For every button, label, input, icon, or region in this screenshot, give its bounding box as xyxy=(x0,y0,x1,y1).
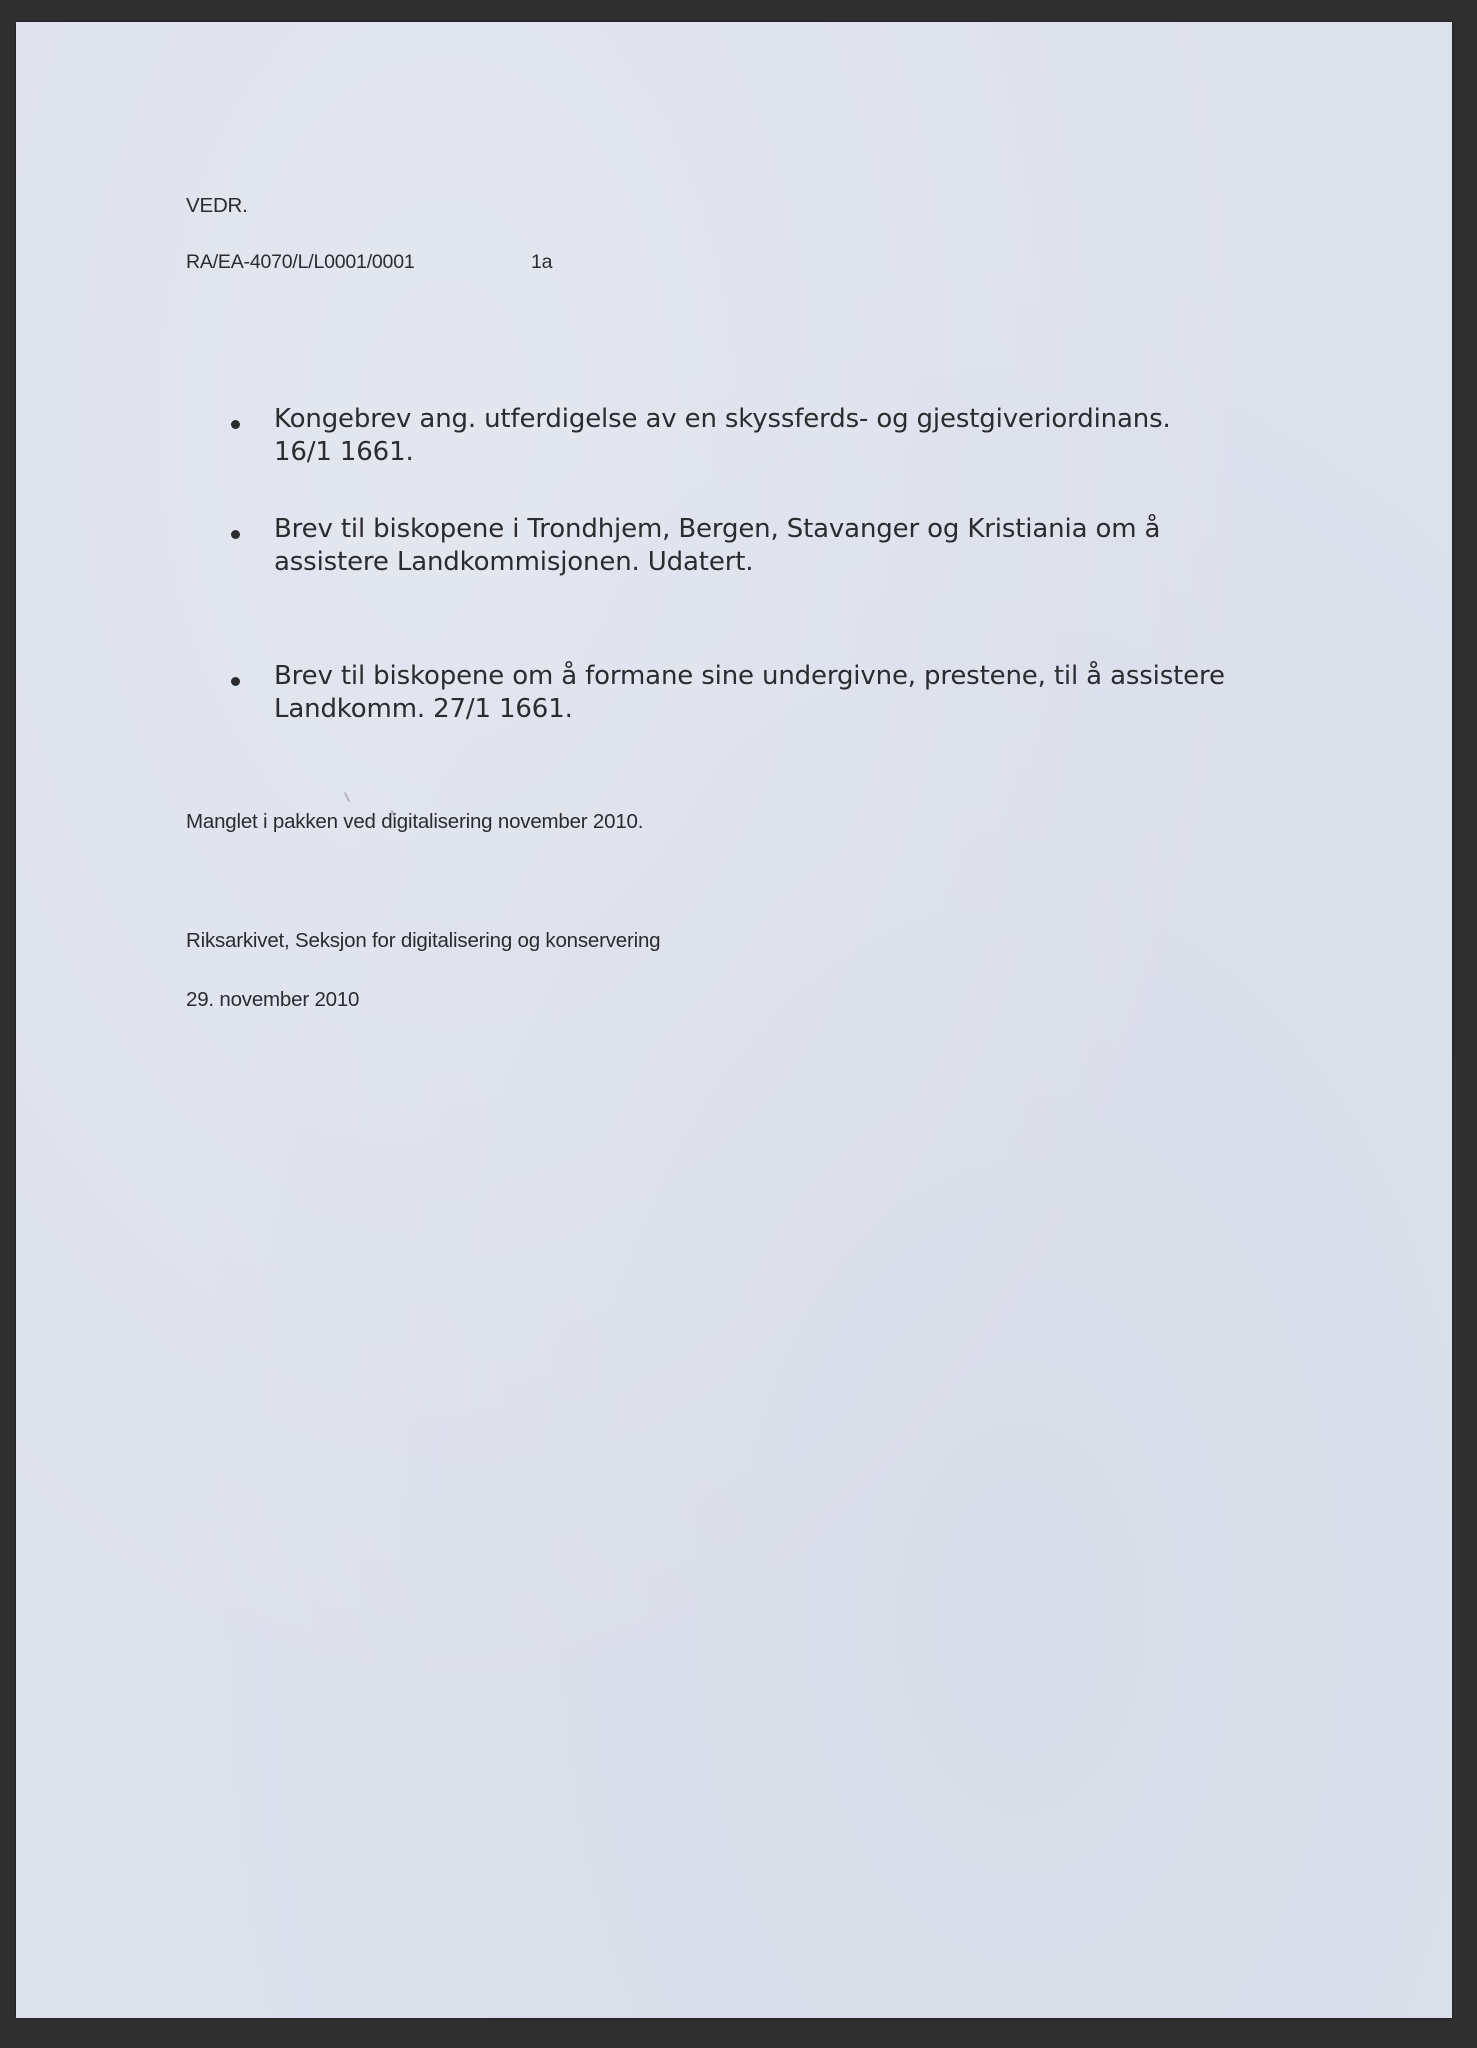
archive-reference: RA/EA-4070/L/L0001/0001 xyxy=(186,251,415,273)
header-label: VEDR. xyxy=(186,194,248,217)
page-marker: 1a xyxy=(531,251,553,273)
scanned-page xyxy=(16,22,1452,2018)
bullet-icon xyxy=(231,420,240,429)
list-item-line: Landkomm. 27/1 1661. xyxy=(274,694,573,724)
paper-speck xyxy=(344,792,350,802)
bullet-icon xyxy=(231,530,240,539)
list-item-line: Brev til biskopene om å formane sine undergivne, prestene, til å assistere xyxy=(274,661,1225,691)
missing-note: Manglet i pakken ved digitalisering november 2010. xyxy=(186,810,644,833)
list-item-line: assistere Landkommisjonen. Udatert. xyxy=(274,547,754,577)
list-item-line: Kongebrev ang. utferdigelse av en skyssferds- og gjestgiveriordinans. xyxy=(274,404,1171,434)
bullet-icon xyxy=(231,677,240,686)
signature-date: 29. november 2010 xyxy=(186,988,360,1011)
list-item-line: 16/1 1661. xyxy=(274,437,414,467)
institution-signature: Riksarkivet, Seksjon for digitalisering og konservering xyxy=(186,929,661,952)
list-item-line: Brev til biskopene i Trondhjem, Bergen, Stavanger og Kristiania om å xyxy=(274,514,1161,544)
